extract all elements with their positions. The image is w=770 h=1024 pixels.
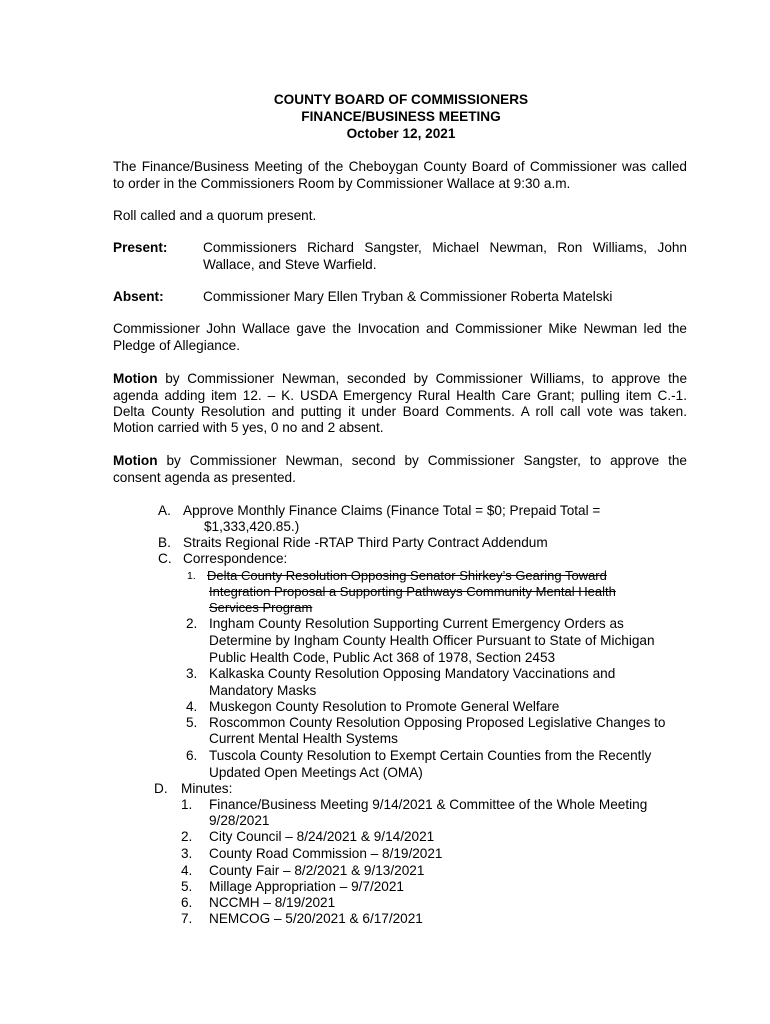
item-d2-text: City Council – 8/24/2021 & 9/14/2021 bbox=[209, 829, 435, 844]
item-d3-marker: 3. bbox=[181, 846, 193, 861]
invocation-line-2: Pledge of Allegiance. bbox=[113, 338, 240, 353]
item-c6-marker: 6. bbox=[186, 748, 198, 763]
item-c2-line-2: Determine by Ingham County Health Officer Pursuant to State of Michigan bbox=[209, 633, 655, 648]
item-d5-text: Millage Appropriation – 9/7/2021 bbox=[209, 879, 404, 894]
roll-call: Roll called and a quorum present. bbox=[113, 208, 317, 223]
present-label: Present: bbox=[113, 240, 168, 255]
item-c4-marker: 4. bbox=[186, 699, 198, 714]
motion2-line-2: consent agenda as presented. bbox=[113, 470, 296, 485]
absent-label: Absent: bbox=[113, 289, 164, 304]
item-d1-marker: 1. bbox=[181, 797, 193, 812]
invocation-line-1: Commissioner John Wallace gave the Invocation and Commissioner Mike Newman led the bbox=[113, 321, 687, 336]
motion2-line-1 bbox=[113, 453, 687, 468]
item-d1-line-1: Finance/Business Meeting 9/14/2021 & Committee of the Whole Meeting bbox=[209, 797, 648, 812]
intro-line-1: The Finance/Business Meeting of the Cheboygan County Board of Commissioner was called bbox=[113, 159, 687, 174]
item-c5-line-1: Roscommon County Resolution Opposing Proposed Legislative Changes to bbox=[209, 715, 666, 730]
item-c5-marker: 5. bbox=[186, 715, 198, 730]
item-c1-line-1: Delta County Resolution Opposing Senator Shirkey’s Gearing Toward bbox=[207, 568, 607, 583]
meeting-date: October 12, 2021 bbox=[346, 126, 456, 141]
motion1-text-1: by Commissioner Newman, seconded by Commissioner Williams, to approve the bbox=[157, 371, 687, 386]
item-d4-marker: 4. bbox=[181, 863, 193, 878]
item-d1-line-2: 9/28/2021 bbox=[209, 813, 270, 828]
document-title: COUNTY BOARD OF COMMISSIONERS bbox=[273, 92, 529, 107]
item-d4-text: County Fair – 8/2/2021 & 9/13/2021 bbox=[209, 863, 425, 878]
item-c3-line-1: Kalkaska County Resolution Opposing Mandatory Vaccinations and bbox=[209, 666, 616, 681]
item-d2-marker: 2. bbox=[181, 829, 193, 844]
item-c1-marker: 1. bbox=[187, 570, 196, 582]
item-c4-text: Muskegon County Resolution to Promote General Welfare bbox=[209, 699, 560, 714]
motion2-label: Motion bbox=[113, 453, 158, 468]
motion1-label: Motion bbox=[113, 371, 158, 386]
item-c3-line-2: Mandatory Masks bbox=[209, 683, 317, 698]
item-d-marker: D. bbox=[154, 781, 168, 796]
item-d3-text: County Road Commission – 8/19/2021 bbox=[209, 846, 443, 861]
item-c-marker: C. bbox=[158, 551, 172, 566]
item-d-text: Minutes: bbox=[181, 781, 233, 796]
motion1-line-4: Motion carried with 5 yes, 0 no and 2 absent. bbox=[113, 420, 384, 435]
item-c1-line-3: Services Program bbox=[209, 600, 313, 615]
absent-text: Commissioner Mary Ellen Tryban & Commissioner Roberta Matelski bbox=[203, 289, 613, 304]
item-b-marker: B. bbox=[158, 535, 171, 550]
item-d6-marker: 6. bbox=[181, 895, 193, 910]
motion1-line-1 bbox=[113, 371, 687, 386]
item-c1-line-2: Integration Proposal a Supporting Pathways Community Mental Health bbox=[209, 584, 616, 599]
item-c3-marker: 3. bbox=[186, 666, 198, 681]
item-c6-line-1: Tuscola County Resolution to Exempt Certain Counties from the Recently bbox=[209, 748, 652, 763]
item-c-text: Correspondence: bbox=[183, 551, 288, 566]
item-a-line-2: $1,333,420.85.) bbox=[204, 519, 300, 534]
item-c5-line-2: Current Mental Health Systems bbox=[209, 731, 398, 746]
item-d6-text: NCCMH – 8/19/2021 bbox=[209, 895, 336, 910]
motion2-text-1: by Commissioner Newman, second by Commissioner Sangster, to approve the bbox=[157, 453, 687, 468]
motion1-line-2: agenda adding item 12. – K. USDA Emergency Rural Health Care Grant; pulling item C.-1. bbox=[113, 388, 687, 403]
item-c6-line-2: Updated Open Meetings Act (OMA) bbox=[209, 765, 423, 780]
item-a-marker: A. bbox=[158, 503, 171, 518]
item-c2-marker: 2. bbox=[186, 616, 198, 631]
item-c2-line-3: Public Health Code, Public Act 368 of 1978, Section 2453 bbox=[209, 650, 556, 665]
item-d7-text: NEMCOG – 5/20/2021 & 6/17/2021 bbox=[209, 911, 423, 926]
motion1-line-3: Delta County Resolution and putting it under Board Comments. A roll call vote was taken. bbox=[113, 404, 687, 419]
present-line-2: Wallace, and Steve Warfield. bbox=[203, 257, 377, 272]
present-line-1: Commissioners Richard Sangster, Michael Newman, Ron Williams, John bbox=[203, 240, 687, 255]
item-a-line-1: Approve Monthly Finance Claims (Finance Total = $0; Prepaid Total = bbox=[183, 503, 601, 518]
item-d7-marker: 7. bbox=[181, 911, 193, 926]
item-d5-marker: 5. bbox=[181, 879, 193, 894]
item-c2-line-1: Ingham County Resolution Supporting Current Emergency Orders as bbox=[209, 616, 624, 631]
item-b-text: Straits Regional Ride -RTAP Third Party Contract Addendum bbox=[183, 535, 548, 550]
intro-line-2: to order in the Commissioners Room by Commissioner Wallace at 9:30 a.m. bbox=[113, 176, 571, 191]
meeting-type: FINANCE/BUSINESS MEETING bbox=[301, 109, 501, 124]
